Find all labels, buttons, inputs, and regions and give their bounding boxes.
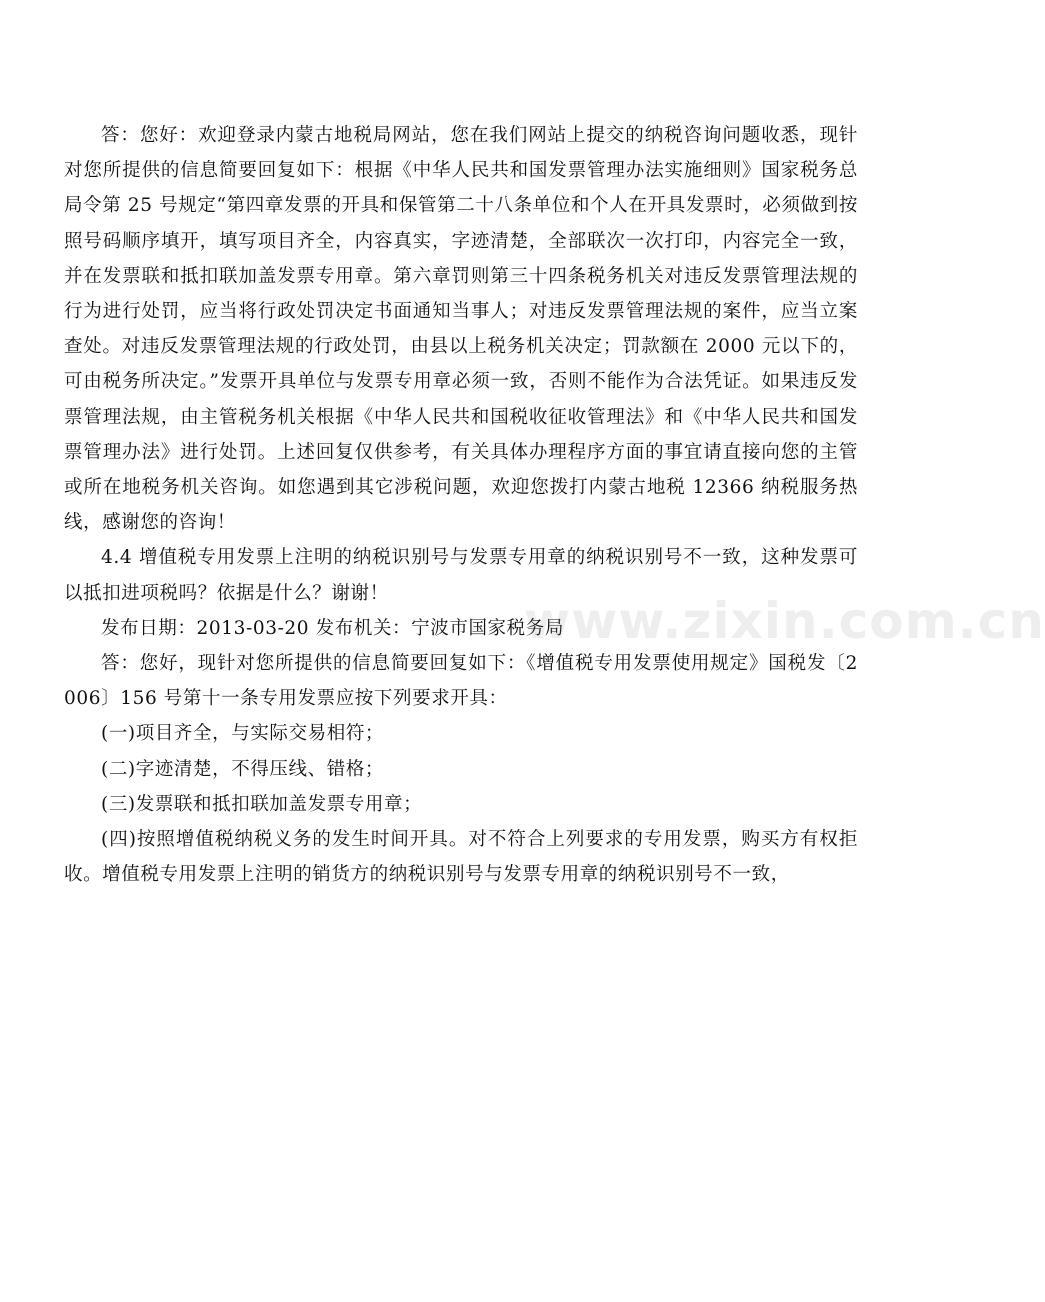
paragraph-answer-1: 答：您好：欢迎登录内蒙古地税局网站，您在我们网站上提交的纳税咨询问题收悉，现针对您所提供的信息简要回复如下：根据《中华人民共和国发票管理办法实施细则》国家税务总局令第 25 号规定“第四章发票的开具和保管第二十八条单位和个人在开具发票时，必须做到按照号码顺序填开，填写项目齐全，内容真实，字迹清楚，全部联次一次打印，内容完全一致，并在发票联和抵扣联加盖发票专用章。第六章罚则第三十四条税务机关对违反发票管理法规的行为进行处罚，应当将行政处罚决定书面通知当事人；对违反发票管理法规的案件，应当立案查处。对违反发票管理法规的行政处罚，由县以上税务机关决定；罚款额在 2000 元以下的，可由税务所决定。”发票开具单位与发票专用章必须一致，否则不能作为合法凭证。如果违反发票管理法规，由主管税务机关根据《中华人民共和国税收征收管理法》和《中华人民共和国发票管理办法》进行处罚。上述回复仅供参考，有关具体办理程序方面的事宜请直接向您的主管或所在地税务机关咨询。如您遇到其它涉税问题，欢迎您拨打内蒙古地税 12366 纳税服务热线，感谢您的咨询！ — [64, 125, 858, 534]
paragraph-answer-2: 答：您好，现针对您所提供的信息简要回复如下：《增值税专用发票使用规定》国税发〔2006〕156 号第十一条专用发票应按下列要求开具： — [64, 653, 858, 710]
paragraph-item-3: (三)发票联和抵扣联加盖发票专用章； — [101, 793, 423, 815]
paragraph-publish-info: 发布日期：2013-03-20 发布机关：宁波市国家税务局 — [101, 617, 564, 639]
document-body — [64, 118, 858, 892]
watermark: www.zixin.com.cn — [524, 592, 1045, 650]
paragraph-question-4-4: 4.4 增值税专用发票上注明的纳税识别号与发票专用章的纳税识别号不一致，这种发票可以抵扣进项税吗？依据是什么？谢谢！ — [64, 547, 858, 604]
paragraph-item-4: (四)按照增值税纳税义务的发生时间开具。对不符合上列要求的专用发票，购买方有权拒收。增值税专用发票上注明的销货方的纳税识别号与发票专用章的纳税识别号不一致， — [64, 829, 858, 886]
paragraph-item-2: (二)字迹清楚，不得压线、错格； — [101, 758, 385, 780]
paragraph-item-1: (一)项目齐全，与实际交易相符； — [101, 723, 385, 745]
